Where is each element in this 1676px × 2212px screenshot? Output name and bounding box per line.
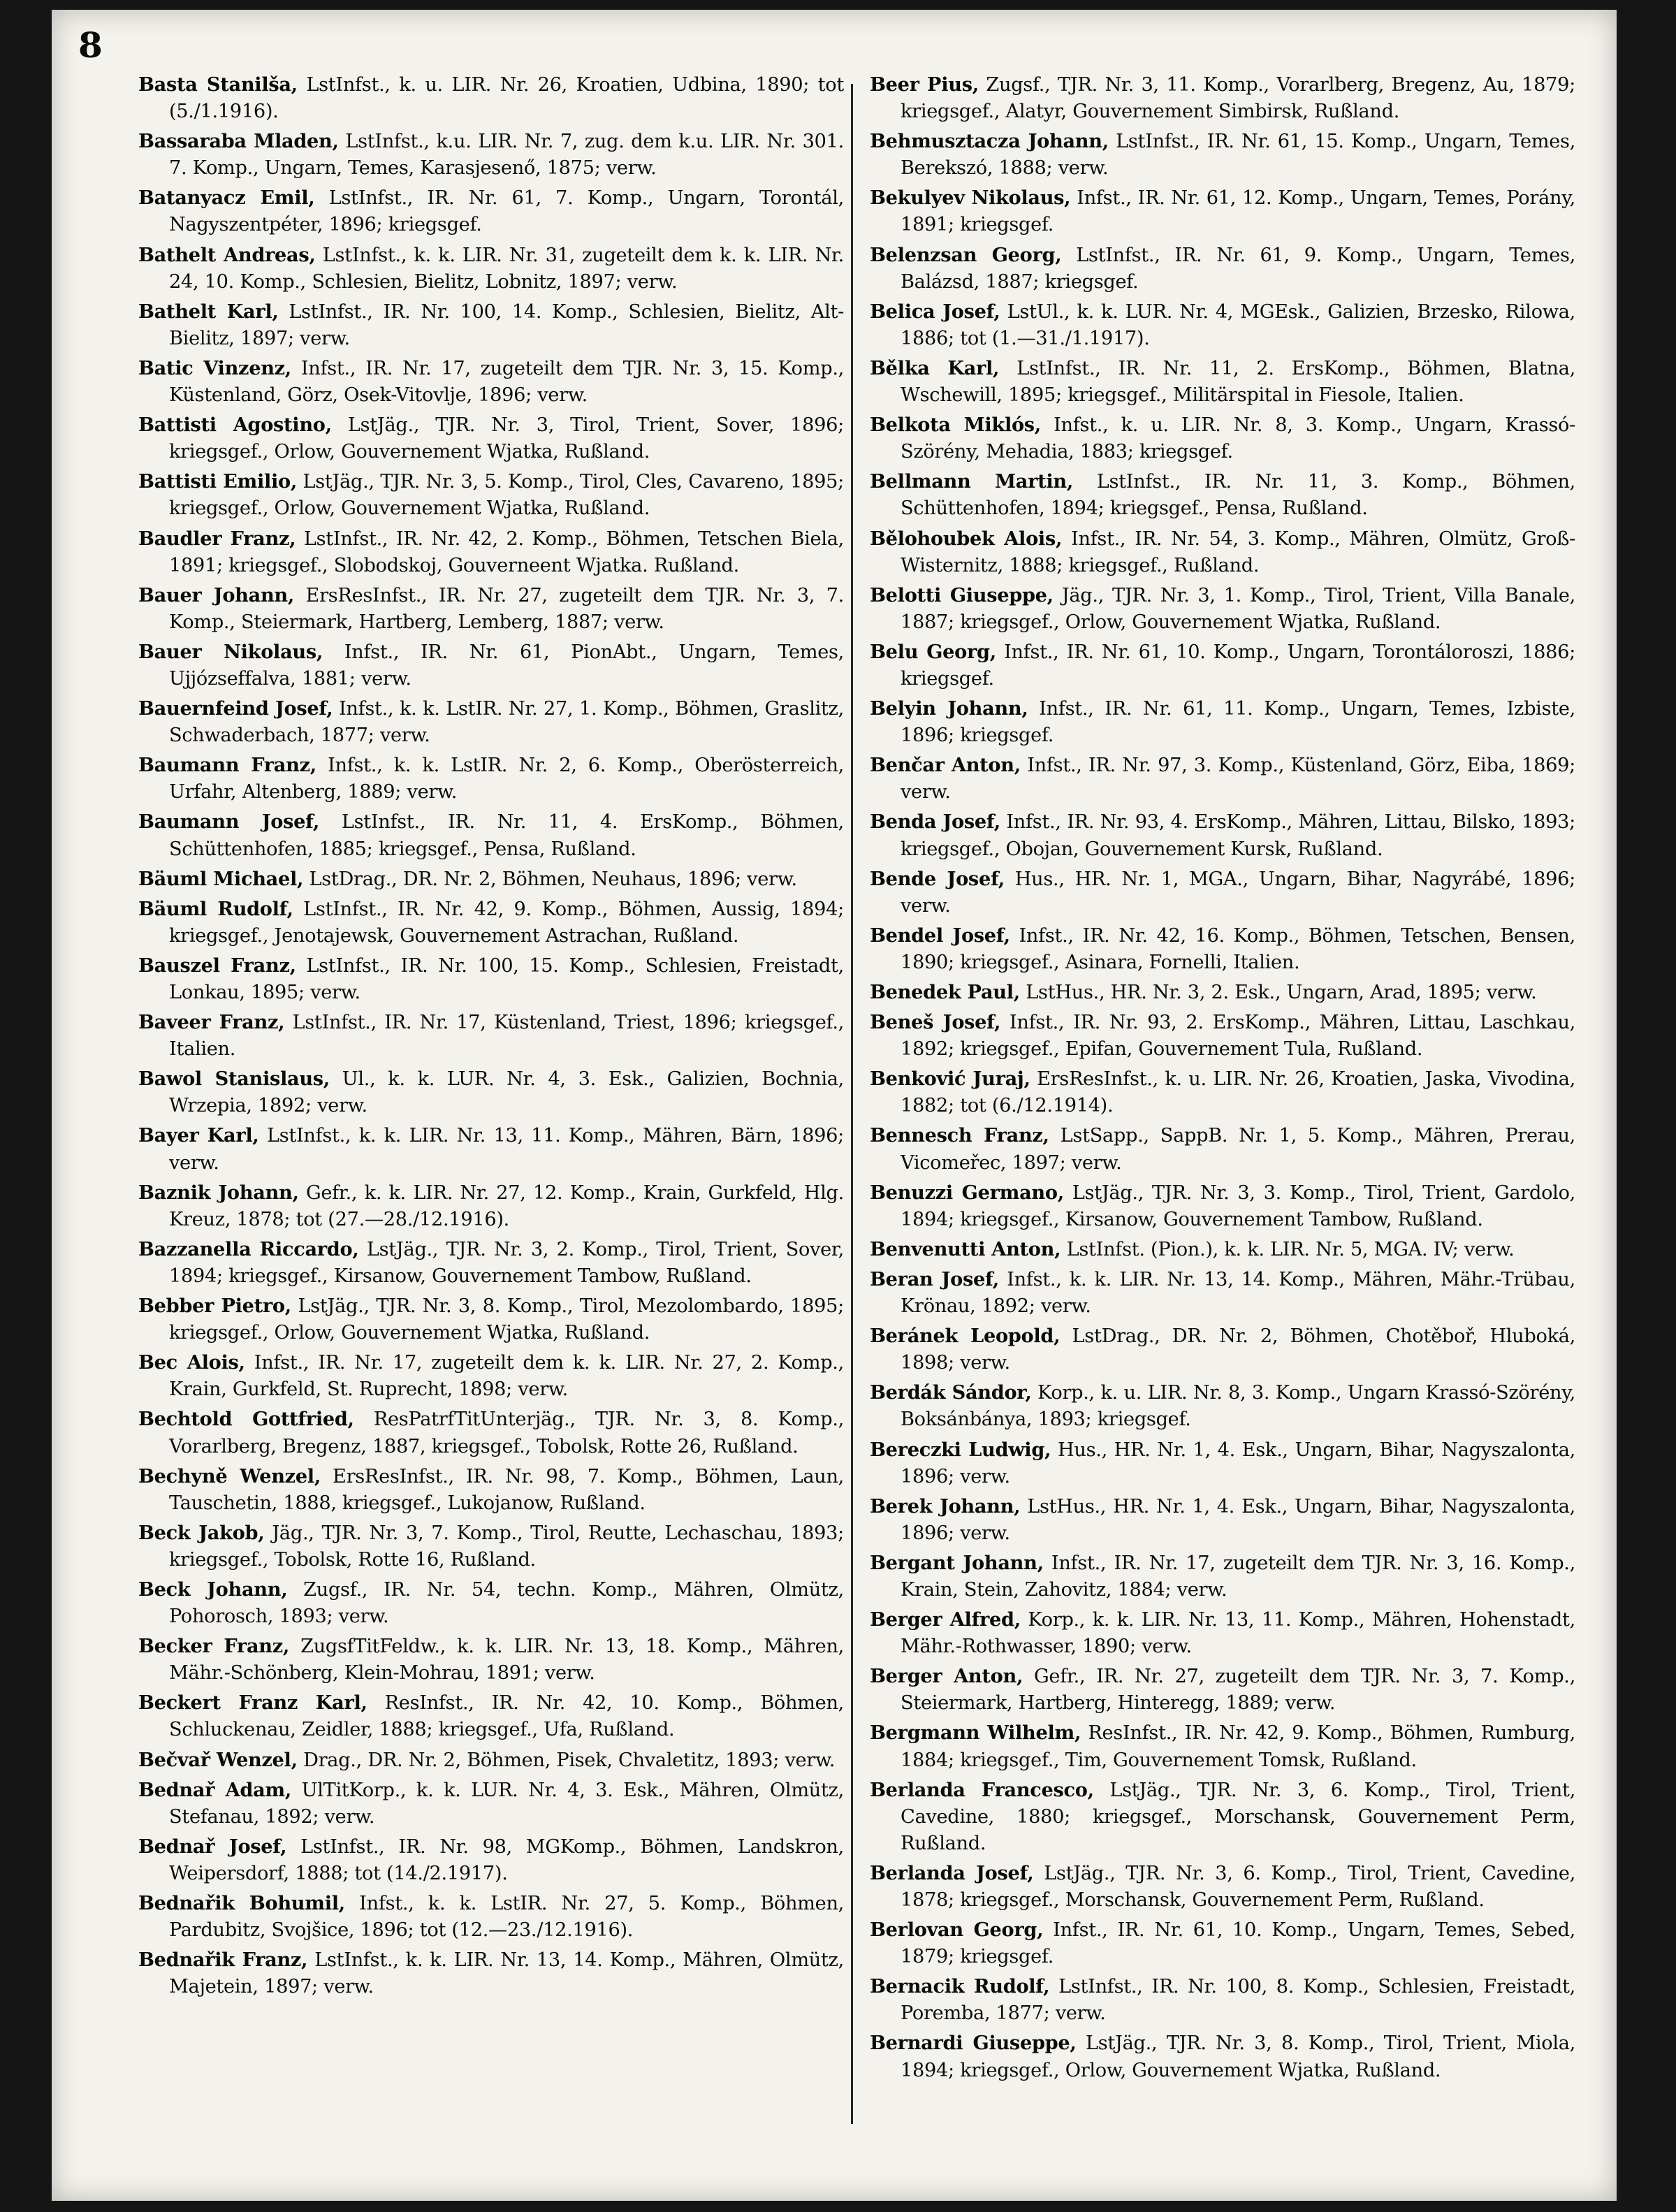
entry-name: Berlanda Josef, bbox=[870, 1861, 1034, 1884]
list-entry bbox=[870, 639, 1575, 692]
entry-name: Belu Georg, bbox=[870, 640, 996, 663]
entry-name: Bauszel Franz, bbox=[138, 954, 296, 977]
list-entry bbox=[138, 866, 844, 893]
list-entry bbox=[138, 468, 844, 522]
entry-name: Baumann Franz, bbox=[138, 754, 316, 777]
list-entry bbox=[870, 866, 1575, 919]
list-entry bbox=[138, 525, 844, 579]
entry-details: LstJäg., TJR. Nr. 3, 5. Komp., Tirol, Cles, Cavareno, 1895; kriegsgef., Orlow, Gouvernement Wjatka, Rußland. bbox=[169, 471, 844, 520]
entry-details: LstJäg., TJR. Nr. 3, Tirol, Trient, Sover, 1896; kriegsgef., Orlow, Gouvernement Wjatka, Rußland. bbox=[169, 414, 844, 463]
entry-name: Bayer Karl, bbox=[138, 1124, 259, 1147]
list-entry bbox=[138, 582, 844, 636]
list-entry bbox=[870, 1860, 1575, 1914]
page-number: 8 bbox=[78, 24, 103, 66]
entry-details: Hus., HR. Nr. 1, 4. Esk., Ungarn, Bihar, Nagyszalonta, 1896; verw. bbox=[901, 1439, 1575, 1487]
entry-details: LstHus., HR. Nr. 1, 4. Esk., Ungarn, Bihar, Nagyszalonta, 1896; verw. bbox=[901, 1495, 1575, 1544]
list-entry bbox=[870, 922, 1575, 976]
list-entry bbox=[870, 1122, 1575, 1176]
entry-details: LstInfst., k. u. LIR. Nr. 26, Kroatien, Udbina, 1890; tot (5./1.1916). bbox=[169, 74, 844, 123]
entry-name: Bergant Johann, bbox=[870, 1551, 1044, 1574]
entry-details: LstInfst., IR. Nr. 61, 7. Komp., Ungarn, Torontál, Nagyszentpéter, 1896; kriegsgef. bbox=[169, 187, 844, 236]
entry-details: ResInfst., IR. Nr. 42, 10. Komp., Böhmen, Schluckenau, Zeidler, 1888; kriegsgef., Ufa, Rußland. bbox=[169, 1692, 844, 1741]
list-entry bbox=[870, 752, 1575, 806]
entry-details: Jäg., TJR. Nr. 3, 1. Komp., Tirol, Trient, Villa Banale, 1887; kriegsgef., Orlow, Gouvernement Wjatka, Rußland. bbox=[901, 584, 1576, 633]
entry-details: LstJäg., TJR. Nr. 3, 2. Komp., Tirol, Trient, Sover, 1894; kriegsgef., Kirsanow, Gouvernement Tambow, Rußland. bbox=[169, 1238, 844, 1287]
entry-details: Gefr., k. k. LIR. Nr. 27, 12. Komp., Krain, Gurkfeld, Hlg. Kreuz, 1878; tot (27.—28./12.1916). bbox=[169, 1181, 844, 1230]
entry-name: Belkota Miklós, bbox=[870, 414, 1041, 437]
entry-name: Benčar Anton, bbox=[870, 754, 1021, 777]
entry-name: Bauernfeind Josef, bbox=[138, 697, 333, 720]
list-entry bbox=[138, 1406, 844, 1460]
list-entry bbox=[138, 1633, 844, 1687]
list-entry bbox=[138, 1236, 844, 1290]
entry-details: Infst., k. k. LIR. Nr. 13, 14. Komp., Mähren, Mähr.-Trübau, Krönau, 1892; verw. bbox=[901, 1268, 1575, 1318]
entry-name: Benković Juraj, bbox=[870, 1068, 1030, 1091]
list-entry bbox=[138, 1576, 844, 1630]
list-entry bbox=[870, 979, 1575, 1006]
entry-name: Beránek Leopold, bbox=[870, 1325, 1061, 1348]
entry-name: Bečvař Wenzel, bbox=[138, 1748, 298, 1771]
entry-details: Gefr., IR. Nr. 27, zugeteilt dem TJR. Nr. 3, 7. Komp., Steiermark, Hartberg, Hinteregg, 1889; verw. bbox=[901, 1666, 1575, 1715]
entry-details: Zugsf., TJR. Nr. 3, 11. Komp., Vorarlberg, Bregenz, Au, 1879; kriegsgef., Alatyr, Gouvernement Simbirsk, Rußland. bbox=[901, 74, 1575, 123]
list-entry bbox=[870, 1179, 1575, 1233]
entry-details: Jäg., TJR. Nr. 3, 7. Komp., Tirol, Reutte, Lechaschau, 1893; kriegsgef., Tobolsk, Rotte 16, Rußland. bbox=[169, 1522, 844, 1571]
entry-name: Bec Alois, bbox=[138, 1351, 245, 1374]
entry-name: Beran Josef, bbox=[870, 1267, 999, 1290]
entry-details: LstDrag., DR. Nr. 2, Böhmen, Neuhaus, 1896; verw. bbox=[303, 868, 797, 890]
entry-details: LstInfst., k. k. LIR. Nr. 31, zugeteilt dem k. k. LIR. Nr. 24, 10. Komp., Schlesien, Bielitz, Lobnitz, 1897; verw. bbox=[169, 244, 844, 293]
entry-name: Bäuml Michael, bbox=[138, 867, 304, 890]
entry-name: Bellmann Martin, bbox=[870, 470, 1074, 493]
entry-name: Belica Josef, bbox=[870, 300, 1000, 323]
entry-name: Bebber Pietro, bbox=[138, 1295, 291, 1318]
entry-details: LstJäg., TJR. Nr. 3, 6. Komp., Tirol, Trient, Cavedine, 1880; kriegsgef., Morschansk, Gouvernement Perm, Rußland. bbox=[901, 1779, 1575, 1854]
list-entry bbox=[138, 695, 844, 749]
entry-name: Bathelt Karl, bbox=[138, 300, 279, 323]
list-entry bbox=[870, 298, 1575, 352]
list-entry bbox=[870, 1777, 1575, 1857]
entry-name: Bernacik Rudolf, bbox=[870, 1975, 1050, 1998]
entry-name: Bělka Karl, bbox=[870, 356, 1000, 379]
entry-name: Beckert Franz Karl, bbox=[138, 1691, 367, 1715]
entry-name: Berlovan Georg, bbox=[870, 1919, 1044, 1942]
list-entry bbox=[870, 1065, 1575, 1119]
entry-details: ErsResInfst., IR. Nr. 27, zugeteilt dem TJR. Nr. 3, 7. Komp., Steiermark, Hartberg, Lemberg, 1887; verw. bbox=[169, 584, 844, 633]
list-entry bbox=[138, 752, 844, 806]
entry-name: Bělohoubek Alois, bbox=[870, 527, 1063, 550]
list-entry bbox=[870, 128, 1575, 182]
entry-name: Bende Josef, bbox=[870, 867, 1005, 890]
entry-details: Korp., k. u. LIR. Nr. 8, 3. Komp., Ungarn Krassó-Szörény, Boksánbánya, 1893; kriegsgef. bbox=[901, 1382, 1575, 1431]
entry-details: Infst., IR. Nr. 61, 11. Komp., Ungarn, Temes, Izbiste, 1896; kriegsgef. bbox=[901, 698, 1575, 747]
entry-details: Infst., IR. Nr. 42, 16. Komp., Böhmen, Tetschen, Bensen, 1890; kriegsgef., Asinara, Fornelli, Italien. bbox=[901, 924, 1575, 973]
list-entry bbox=[870, 808, 1575, 862]
entry-details: LstJäg., TJR. Nr. 3, 6. Komp., Tirol, Trient, Cavedine, 1878; kriegsgef., Morschansk, Gouvernement Perm, Rußland. bbox=[901, 1862, 1575, 1911]
entry-details: Infst., IR. Nr. 93, 2. ErsKomp., Mähren, Littau, Laschkau, 1892; kriegsgef., Epifan, Gouvernement Tula, Rußland. bbox=[901, 1012, 1575, 1061]
list-entry bbox=[870, 525, 1575, 579]
entry-details: LstInfst., IR. Nr. 11, 4. ErsKomp., Böhmen, Schüttenhofen, 1885; kriegsgef., Pensa, Rußland. bbox=[169, 811, 844, 860]
entry-name: Baumann Josef, bbox=[138, 810, 320, 834]
list-entry bbox=[138, 184, 844, 238]
list-entry bbox=[138, 1747, 844, 1774]
entry-name: Benda Josef, bbox=[870, 810, 1000, 834]
entry-details: LstJäg., TJR. Nr. 3, 8. Komp., Tirol, Trient, Miola, 1894; kriegsgef., Orlow, Gouvernement Wjatka, Rußland. bbox=[901, 2032, 1575, 2081]
list-entry bbox=[138, 639, 844, 692]
list-entry bbox=[870, 71, 1575, 125]
entry-name: Belotti Giuseppe, bbox=[870, 583, 1054, 606]
list-entry bbox=[870, 1009, 1575, 1063]
entry-details: ErsResInfst., IR. Nr. 98, 7. Komp., Böhmen, Laun, Tauschetin, 1888, kriegsgef., Lukojanow, Rußland. bbox=[169, 1465, 844, 1514]
entry-name: Bergmann Wilhelm, bbox=[870, 1722, 1081, 1745]
entry-details: LstInfst., k. k. LIR. Nr. 13, 11. Komp., Mähren, Bärn, 1896; verw. bbox=[169, 1125, 844, 1174]
entry-details: LstSapp., SappB. Nr. 1, 5. Komp., Mähren, Prerau, Vicomeřec, 1897; verw. bbox=[901, 1125, 1575, 1174]
entry-name: Bathelt Andreas, bbox=[138, 243, 316, 266]
entry-name: Bawol Stanislaus, bbox=[138, 1068, 330, 1091]
list-entry bbox=[138, 1179, 844, 1233]
entry-details: LstInfst., IR. Nr. 98, MGKomp., Böhmen, Landskron, Weipersdorf, 1888; tot (14./2.1917). bbox=[169, 1835, 844, 1884]
entry-name: Bennesch Franz, bbox=[870, 1124, 1049, 1147]
entry-name: Bauer Nikolaus, bbox=[138, 640, 323, 663]
entry-name: Batanyacz Emil, bbox=[138, 187, 315, 210]
entry-details: LstInfst., IR. Nr. 11, 2. ErsKomp., Böhmen, Blatna, Wschewill, 1895; kriegsgef., Militärspital in Fiesole, Italien. bbox=[901, 357, 1575, 407]
entry-details: Infst., k. k. LstIR. Nr. 2, 6. Komp., Oberösterreich, Urfahr, Altenberg, 1889; verw. bbox=[169, 755, 844, 803]
list-entry bbox=[870, 1436, 1575, 1490]
list-entry bbox=[138, 1833, 844, 1887]
entry-details: Infst., IR. Nr. 17, zugeteilt dem TJR. Nr. 3, 15. Komp., Küstenland, Görz, Osek-Vitovlje, 1896; verw. bbox=[169, 357, 845, 407]
entry-name: Baznik Johann, bbox=[138, 1181, 299, 1204]
entry-details: Infst., IR. Nr. 61, 10. Komp., Ungarn, Torontáloroszi, 1886; kriegsgef. bbox=[901, 641, 1575, 690]
entry-name: Battisti Emilio, bbox=[138, 470, 298, 493]
list-entry bbox=[870, 1379, 1575, 1433]
entry-details: Infst., k. u. LIR. Nr. 8, 3. Komp., Ungarn, Krassó-Szörény, Mehadia, 1883; kriegsgef. bbox=[901, 414, 1575, 463]
entry-details: Infst., IR. Nr. 54, 3. Komp., Mähren, Olmütz, Groß-Wisternitz, 1888; kriegsgef., Rußland. bbox=[901, 527, 1575, 576]
list-entry bbox=[138, 1293, 844, 1346]
entry-name: Beck Johann, bbox=[138, 1578, 288, 1601]
entry-name: Bäuml Rudolf, bbox=[138, 897, 293, 920]
entry-name: Baveer Franz, bbox=[138, 1011, 285, 1034]
entry-name: Bednařik Franz, bbox=[138, 1949, 308, 1972]
list-entry bbox=[138, 1065, 844, 1119]
entry-name: Batic Vinzenz, bbox=[138, 356, 291, 379]
entry-details: LstDrag., DR. Nr. 2, Böhmen, Chotěboř, Hluboká, 1898; verw. bbox=[901, 1325, 1575, 1374]
list-entry bbox=[138, 1009, 844, 1063]
entry-name: Bassaraba Mladen, bbox=[138, 130, 339, 153]
entry-name: Bazzanella Riccardo, bbox=[138, 1237, 359, 1260]
entry-details: LstInfst. (Pion.), k. k. LIR. Nr. 5, MGA. IV; verw. bbox=[1061, 1238, 1515, 1260]
entry-details: LstInfst., IR. Nr. 17, Küstenland, Triest, 1896; kriegsgef., Italien. bbox=[169, 1012, 845, 1061]
entry-details: LstUl., k. k. LUR. Nr. 4, MGEsk., Galizien, Brzesko, Rilowa, 1886; tot (1.—31./1.1917). bbox=[901, 300, 1575, 349]
entry-name: Bechtold Gottfried, bbox=[138, 1408, 354, 1431]
list-entry bbox=[138, 412, 844, 465]
entry-name: Bendel Josef, bbox=[870, 924, 1010, 947]
entry-details: ErsResInfst., k. u. LIR. Nr. 26, Kroatien, Jaska, Vivodina, 1882; tot (6./12.1914). bbox=[901, 1068, 1575, 1117]
list-entry bbox=[870, 1323, 1575, 1376]
list-entry bbox=[870, 412, 1575, 465]
entry-name: Behmusztacza Johann, bbox=[870, 130, 1109, 153]
entry-details: LstHus., HR. Nr. 3, 2. Esk., Ungarn, Arad, 1895; verw. bbox=[1019, 982, 1537, 1003]
list-entry bbox=[870, 355, 1575, 409]
entry-name: Bauer Johann, bbox=[138, 583, 295, 606]
entry-details: LstInfst., k. k. LIR. Nr. 13, 14. Komp., Mähren, Olmütz, Majetein, 1897; verw. bbox=[169, 1949, 844, 1998]
entry-details: Infst., k. k. LstIR. Nr. 27, 1. Komp., Böhmen, Graslitz, Schwaderbach, 1877; verw. bbox=[169, 698, 844, 747]
entry-name: Belyin Johann, bbox=[870, 697, 1028, 720]
list-entry bbox=[138, 1349, 844, 1403]
list-entry bbox=[870, 1916, 1575, 1970]
entry-details: LstJäg., TJR. Nr. 3, 3. Komp., Tirol, Trient, Gardolo, 1894; kriegsgef., Kirsanow, Gouvernement Tambow, Rußland. bbox=[901, 1181, 1575, 1230]
entry-details: UlTitKorp., k. k. LUR. Nr. 4, 3. Esk., Mähren, Olmütz, Stefanau, 1892; verw. bbox=[169, 1779, 844, 1828]
entry-details: Infst., IR. Nr. 93, 4. ErsKomp., Mähren, Littau, Bilsko, 1893; kriegsgef., Obojan, Gouvernement Kursk, Rußland. bbox=[901, 811, 1575, 860]
entry-details: LstInfst., IR. Nr. 100, 8. Komp., Schlesien, Freistadt, Poremba, 1877; verw. bbox=[901, 1976, 1576, 2025]
entry-details: Hus., HR. Nr. 1, MGA., Ungarn, Bihar, Nagyrábé, 1896; verw. bbox=[901, 868, 1575, 917]
entry-name: Berlanda Francesco, bbox=[870, 1778, 1094, 1801]
list-entry bbox=[870, 1663, 1575, 1717]
entry-name: Beck Jakob, bbox=[138, 1521, 265, 1544]
entry-name: Belenzsan Georg, bbox=[870, 243, 1062, 266]
entry-details: Infst., IR. Nr. 61, 12. Komp., Ungarn, Temes, Porány, 1891; kriegsgef. bbox=[901, 187, 1575, 236]
list-entry bbox=[870, 1719, 1575, 1773]
entry-name: Beneš Josef, bbox=[870, 1011, 1001, 1034]
entry-details: LstInfst., k.u. LIR. Nr. 7, zug. dem k.u. LIR. Nr. 301. 7. Komp., Ungarn, Temes, Karasjesenő, 1875; verw. bbox=[169, 131, 844, 180]
list-entry bbox=[870, 582, 1575, 636]
entry-details: Zugsf., IR. Nr. 54, techn. Komp., Mähren, Olmütz, Pohorosch, 1893; verw. bbox=[169, 1578, 844, 1628]
entry-details: LstInfst., IR. Nr. 42, 2. Komp., Böhmen, Tetschen Biela, 1891; kriegsgef., Slobodskoj, Gouverneent Wjatka. Rußland. bbox=[169, 527, 844, 576]
entry-name: Berek Johann, bbox=[870, 1494, 1021, 1518]
entry-details: Korp., k. k. LIR. Nr. 13, 11. Komp., Mähren, Hohenstadt, Mähr.-Rothwasser, 1890; verw. bbox=[901, 1609, 1576, 1658]
entry-details: Drag., DR. Nr. 2, Böhmen, Pisek, Chvaletitz, 1893; verw. bbox=[297, 1749, 836, 1771]
entry-details: ResPatrfTitUnterjäg., TJR. Nr. 3, 8. Komp., Vorarlberg, Bregenz, 1887, kriegsgef., Tobolsk, Rotte 26, Rußland. bbox=[169, 1409, 845, 1457]
entry-name: Battisti Agostino, bbox=[138, 414, 332, 437]
list-entry bbox=[138, 1463, 844, 1517]
entry-details: ResInfst., IR. Nr. 42, 9. Komp., Böhmen, Rumburg, 1884; kriegsgef., Tim, Gouvernement Tomsk, Rußland. bbox=[901, 1722, 1575, 1771]
list-entry bbox=[870, 1973, 1575, 2027]
list-entry bbox=[870, 184, 1575, 238]
entry-details: Infst., IR. Nr. 97, 3. Komp., Küstenland, Görz, Eiba, 1869; verw. bbox=[901, 755, 1575, 803]
list-entry bbox=[870, 468, 1575, 522]
entry-name: Benvenutti Anton, bbox=[870, 1237, 1061, 1260]
entry-details: LstInfst., IR. Nr. 61, 15. Komp., Ungarn, Temes, Berekszó, 1888; verw. bbox=[901, 131, 1575, 180]
list-entry bbox=[138, 242, 844, 296]
list-entry bbox=[138, 952, 844, 1006]
list-entry bbox=[870, 695, 1575, 749]
entry-name: Bereczki Ludwig, bbox=[870, 1438, 1051, 1461]
list-entry bbox=[138, 1947, 844, 2000]
entry-name: Bednař Josef, bbox=[138, 1835, 287, 1858]
entry-details: Infst., IR. Nr. 17, zugeteilt dem k. k. LIR. Nr. 27, 2. Komp., Krain, Gurkfeld, St. Ruprecht, 1898; verw. bbox=[169, 1352, 844, 1401]
list-entry bbox=[138, 1689, 844, 1743]
list-entry bbox=[138, 355, 844, 409]
entry-name: Bednař Adam, bbox=[138, 1778, 292, 1801]
list-entry bbox=[870, 1493, 1575, 1547]
left-column bbox=[138, 71, 844, 2003]
list-entry bbox=[870, 1550, 1575, 1603]
list-entry bbox=[138, 1890, 844, 1944]
entry-name: Berger Anton, bbox=[870, 1665, 1023, 1688]
entry-details: Infst., IR. Nr. 17, zugeteilt dem TJR. Nr. 3, 16. Komp., Krain, Stein, Zahovitz, 1884; verw. bbox=[901, 1552, 1575, 1601]
right-column bbox=[870, 71, 1575, 2087]
entry-details: LstInfst., IR. Nr. 11, 3. Komp., Böhmen, Schüttenhofen, 1894; kriegsgef., Pensa, Rußland. bbox=[901, 471, 1575, 520]
entry-details: Infst., IR. Nr. 61, 10. Komp., Ungarn, Temes, Sebed, 1879; kriegsgef. bbox=[901, 1919, 1575, 1968]
entry-details: LstInfst., IR. Nr. 61, 9. Komp., Ungarn, Temes, Balázsd, 1887; kriegsgef. bbox=[901, 244, 1575, 293]
entry-name: Becker Franz, bbox=[138, 1635, 290, 1658]
entry-name: Berger Alfred, bbox=[870, 1608, 1021, 1631]
entry-name: Benuzzi Germano, bbox=[870, 1181, 1064, 1204]
list-entry bbox=[870, 1606, 1575, 1660]
entry-name: Bednařik Bohumil, bbox=[138, 1892, 345, 1914]
entry-details: LstInfst., IR. Nr. 42, 9. Komp., Böhmen, Aussig, 1894; kriegsgef., Jenotajewsk, Gouvernement Astrachan, Rußland. bbox=[169, 898, 844, 947]
entry-name: Bechyně Wenzel, bbox=[138, 1464, 321, 1487]
entry-details: LstInfst., IR. Nr. 100, 14. Komp., Schlesien, Bielitz, Alt-Bielitz, 1897; verw. bbox=[169, 300, 844, 349]
entry-name: Beer Pius, bbox=[870, 73, 979, 96]
entry-name: Bekulyev Nikolaus, bbox=[870, 187, 1071, 210]
list-entry bbox=[138, 298, 844, 352]
entry-name: Baudler Franz, bbox=[138, 527, 296, 550]
entry-name: Benedek Paul, bbox=[870, 981, 1020, 1003]
list-entry bbox=[138, 128, 844, 182]
list-entry bbox=[870, 1236, 1575, 1263]
list-entry bbox=[138, 1520, 844, 1573]
list-entry bbox=[870, 1266, 1575, 1320]
list-entry bbox=[138, 1122, 844, 1176]
entry-details: LstInfst., IR. Nr. 100, 15. Komp., Schlesien, Freistadt, Lonkau, 1895; verw. bbox=[169, 954, 844, 1003]
list-entry bbox=[138, 896, 844, 949]
entry-name: Bernardi Giuseppe, bbox=[870, 2032, 1077, 2055]
entry-details: ZugsfTitFeldw., k. k. LIR. Nr. 13, 18. Komp., Mähren, Mähr.-Schönberg, Klein-Mohrau, 1891; verw. bbox=[169, 1636, 844, 1685]
list-entry bbox=[870, 2030, 1575, 2083]
entry-name: Berdák Sándor, bbox=[870, 1381, 1032, 1404]
entry-details: Ul., k. k. LUR. Nr. 4, 3. Esk., Galizien, Bochnia, Wrzepia, 1892; verw. bbox=[169, 1068, 844, 1117]
entry-details: Infst., k. k. LstIR. Nr. 27, 5. Komp., Böhmen, Pardubitz, Svojšice, 1896; tot (12.—23./12.1916). bbox=[169, 1893, 844, 1942]
list-entry bbox=[138, 71, 844, 125]
list-entry bbox=[870, 242, 1575, 296]
column-divider bbox=[851, 84, 853, 2124]
list-entry bbox=[138, 808, 844, 862]
entry-details: LstJäg., TJR. Nr. 3, 8. Komp., Tirol, Mezolombardo, 1895; kriegsgef., Orlow, Gouvernement Wjatka, Rußland. bbox=[169, 1295, 845, 1344]
list-entry bbox=[138, 1777, 844, 1831]
entry-details: Infst., IR. Nr. 61, PionAbt., Ungarn, Temes, Ujjózseffalva, 1881; verw. bbox=[169, 641, 844, 690]
entry-name: Basta Stanilša, bbox=[138, 73, 298, 96]
